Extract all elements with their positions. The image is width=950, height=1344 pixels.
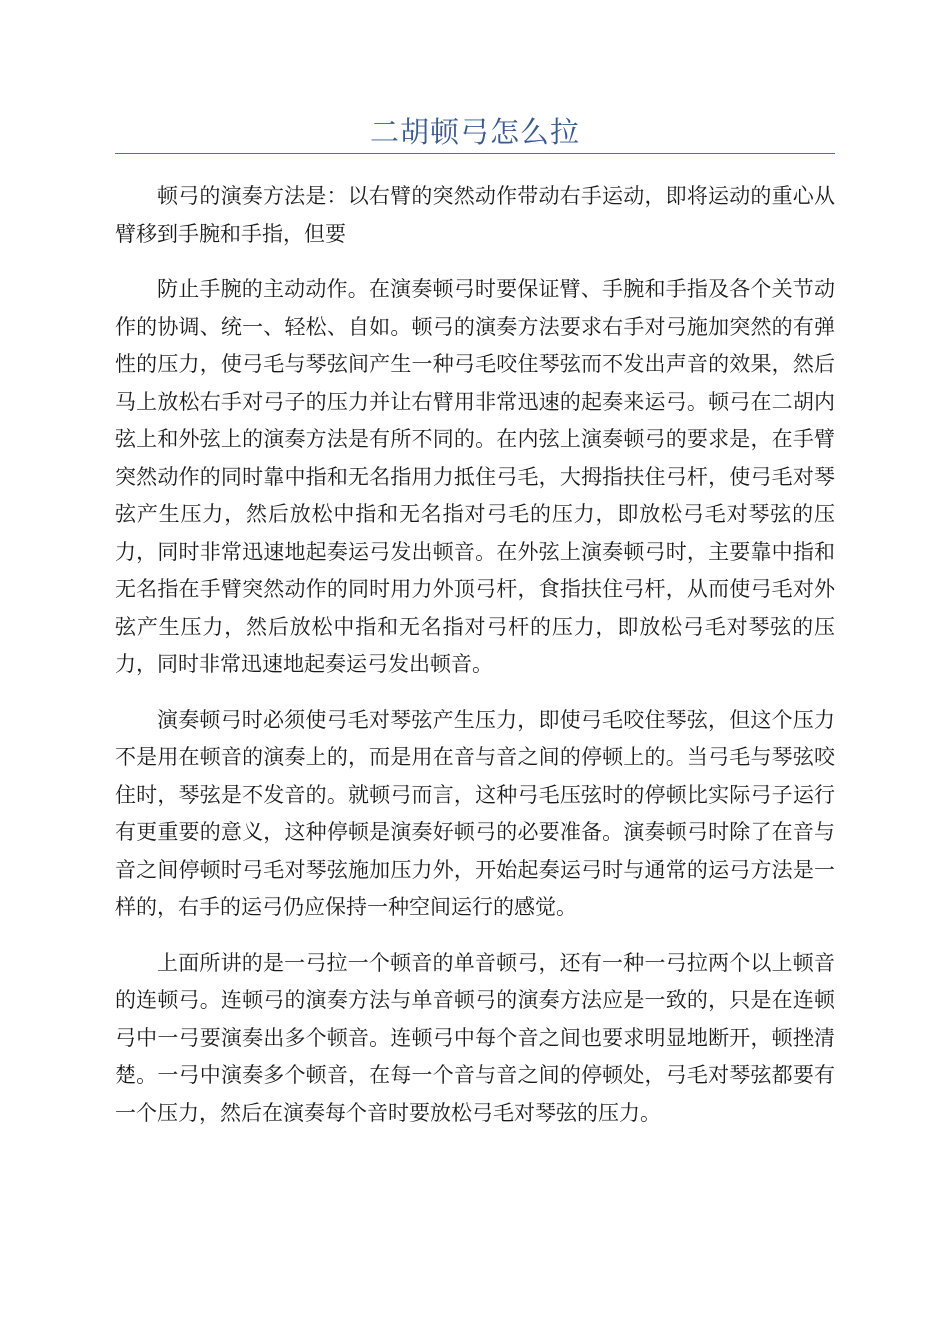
- paragraph-1: 顿弓的演奏方法是：以右臂的突然动作带动右手运动，即将运动的重心从臂移到手腕和手指，但要: [115, 184, 835, 246]
- paragraph-2: 防止手腕的主动动作。在演奏顿弓时要保证臂、手腕和手指及各个关节动作的协调、统一、轻松、自如。顿弓的演奏方法要求右手对弓施加突然的有弹性的压力，使弓毛与琴弦间产生一种弓毛咬住琴弦而不发出声音的效果，然后马上放松右手对弓子的压力并让右臂用非常迅速的起奏来运弓。顿弓在二胡内弦上和外弦上的演奏方法是有所不同的。在内弦上演奏顿弓的要求是，在手臂突然动作的同时靠中指和无名指用力抵住弓毛，大拇指扶住弓杆，使弓毛对琴弦产生压力，然后放松中指和无名指对弓毛的压力，即放松弓毛对琴弦的压力，同时非常迅速地起奏运弓发出顿音。在外弦上演奏顿弓时，主要靠中指和无名指在手臂突然动作的同时用力外顶弓杆，食指扶住弓杆，从而使弓毛对外弦产生压力，然后放松中指和无名指对弓杆的压力，即放松弓毛对琴弦的压力，同时非常迅速地起奏运弓发出顿音。: [115, 277, 835, 676]
- title-underline: [115, 153, 835, 154]
- page-title: 二胡顿弓怎么拉: [369, 115, 580, 149]
- document-body: [115, 178, 835, 1150]
- paragraph-4: 上面所讲的是一弓拉一个顿音的单音顿弓，还有一种一弓拉两个以上顿音的连顿弓。连顿弓的演奏方法与单音顿弓的演奏方法应是一致的，只是在连顿弓中一弓要演奏出多个顿音。连顿弓中每个音之间也要求明显地断开，顿挫清楚。一弓中演奏多个顿音，在每一个音与音之间的停顿处，弓毛对琴弦都要有一个压力，然后在演奏每个音时要放松弓毛对琴弦的压力。: [115, 950, 835, 1125]
- paragraph-3: 演奏顿弓时必须使弓毛对琴弦产生压力，即使弓毛咬住琴弦，但这个压力不是用在顿音的演奏上的，而是用在音与音之间的停顿上的。当弓毛与琴弦咬住时，琴弦是不发音的。就顿弓而言，这种弓毛压弦时的停顿比实际弓子运行有更重要的意义，这种停顿是演奏好顿弓的必要准备。演奏顿弓时除了在音与音之间停顿时弓毛对琴弦施加压力外，开始起奏运弓时与通常的运弓方法是一样的，右手的运弓仍应保持一种空间运行的感觉。: [115, 707, 835, 919]
